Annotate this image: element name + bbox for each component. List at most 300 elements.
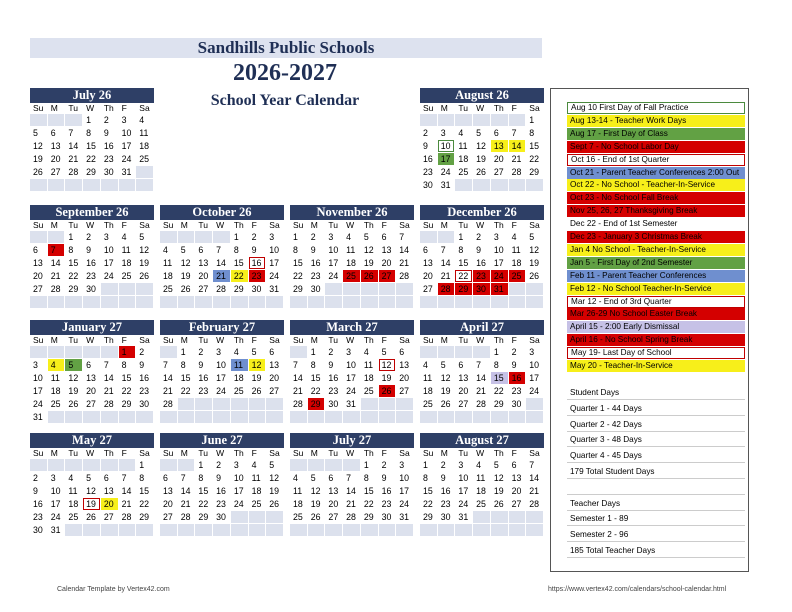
day-cell: 22 — [231, 270, 249, 283]
day-cell: 30 — [308, 283, 326, 296]
day-cell: 27 — [195, 283, 213, 296]
day-cell: 25 — [231, 385, 249, 398]
weekday-label: Su — [33, 103, 44, 113]
day-cell: 23 — [473, 270, 491, 283]
day-cell: 22 — [290, 270, 308, 283]
day-cell: 6 — [30, 244, 48, 257]
day-cell: 5 — [379, 346, 397, 359]
day-cell: 29 — [455, 283, 473, 296]
school-name: Sandhills Public Schools — [197, 38, 375, 57]
day-cell: 22 — [491, 385, 509, 398]
empty-cell — [290, 459, 308, 472]
empty-cell — [308, 459, 326, 472]
stat-line — [567, 481, 745, 495]
empty-cell — [266, 524, 284, 537]
day-cell: 17 — [526, 372, 544, 385]
legend-item: Jan 5 - First Day of 2nd Semester — [567, 257, 745, 269]
stat-line: Quarter 3 - 48 Days — [567, 433, 745, 447]
day-cell: 28 — [290, 398, 308, 411]
empty-cell — [136, 524, 154, 537]
day-cell: 15 — [65, 257, 83, 270]
weekday-label: Su — [163, 448, 174, 458]
day-cell: 4 — [473, 459, 491, 472]
legend-item: Oct 22 - No School - Teacher-In-Service — [567, 179, 745, 191]
empty-cell — [455, 114, 473, 127]
empty-cell — [509, 283, 527, 296]
day-cell: 10 — [119, 127, 137, 140]
day-cell: 26 — [438, 398, 456, 411]
weekday-label: Tu — [458, 335, 469, 345]
day-cell: 25 — [119, 270, 137, 283]
empty-cell — [308, 524, 326, 537]
day-cell: 21 — [396, 257, 414, 270]
day-cell: 13 — [30, 257, 48, 270]
empty-cell — [30, 459, 48, 472]
day-cell: 22 — [178, 385, 196, 398]
empty-cell — [178, 398, 196, 411]
day-cell: 18 — [65, 498, 83, 511]
day-cell: 28 — [438, 283, 456, 296]
day-cell: 30 — [379, 511, 397, 524]
empty-cell — [231, 524, 249, 537]
day-cell: 16 — [379, 485, 397, 498]
day-cell: 26 — [83, 511, 101, 524]
day-cell: 25 — [136, 153, 154, 166]
day-cell: 21 — [48, 270, 66, 283]
day-cell: 14 — [213, 257, 231, 270]
empty-cell — [509, 296, 527, 309]
day-cell: 4 — [290, 472, 308, 485]
weekday-label: Tu — [68, 448, 79, 458]
day-grid — [290, 346, 414, 424]
day-cell: 18 — [509, 257, 527, 270]
weekday-header — [30, 335, 154, 346]
weekday-label: Sa — [399, 220, 410, 230]
weekday-header — [160, 220, 284, 231]
day-cell: 23 — [30, 511, 48, 524]
day-cell: 24 — [48, 511, 66, 524]
weekday-label: M — [50, 335, 58, 345]
day-cell: 3 — [438, 127, 456, 140]
day-cell: 10 — [343, 359, 361, 372]
legend-item: April 15 - 2:00 Early Dismissal — [567, 321, 745, 333]
empty-cell — [509, 411, 527, 424]
day-cell: 9 — [379, 472, 397, 485]
day-cell: 31 — [438, 179, 456, 192]
day-cell: 11 — [290, 485, 308, 498]
weekday-label: Tu — [198, 220, 209, 230]
empty-cell — [290, 346, 308, 359]
day-cell: 1 — [361, 459, 379, 472]
day-cell: 8 — [290, 244, 308, 257]
empty-cell — [195, 231, 213, 244]
day-cell: 30 — [325, 398, 343, 411]
day-cell: 12 — [491, 472, 509, 485]
day-cell: 12 — [65, 372, 83, 385]
empty-cell — [178, 524, 196, 537]
day-cell: 22 — [455, 270, 473, 283]
empty-cell — [325, 296, 343, 309]
day-cell: 27 — [509, 498, 527, 511]
day-cell: 1 — [119, 346, 137, 359]
weekday-header — [420, 103, 544, 114]
day-cell: 30 — [420, 179, 438, 192]
day-cell: 7 — [396, 231, 414, 244]
weekday-header — [420, 448, 544, 459]
day-cell: 9 — [30, 485, 48, 498]
day-cell: 18 — [249, 485, 267, 498]
empty-cell — [195, 296, 213, 309]
day-cell: 9 — [249, 244, 267, 257]
day-cell: 4 — [65, 472, 83, 485]
month-dec26 — [420, 205, 544, 309]
month-jul27 — [290, 433, 414, 537]
weekday-label: Th — [233, 448, 244, 458]
weekday-label: M — [180, 335, 188, 345]
empty-cell — [379, 398, 397, 411]
day-cell: 16 — [213, 485, 231, 498]
day-cell: 5 — [438, 359, 456, 372]
day-cell: 13 — [83, 372, 101, 385]
day-cell: 9 — [213, 472, 231, 485]
day-cell: 10 — [526, 359, 544, 372]
day-cell: 13 — [101, 485, 119, 498]
legend-item: Aug 17 - First Day of Class — [567, 128, 745, 140]
day-cell: 19 — [178, 270, 196, 283]
day-cell: 29 — [308, 398, 326, 411]
weekday-label: W — [346, 220, 355, 230]
empty-cell — [420, 114, 438, 127]
day-cell: 1 — [83, 114, 101, 127]
day-cell: 9 — [438, 472, 456, 485]
weekday-label: Tu — [458, 220, 469, 230]
legend-item: Sept 7 - No School Labor Day — [567, 141, 745, 153]
day-cell: 26 — [379, 385, 397, 398]
empty-cell — [48, 179, 66, 192]
weekday-label: Th — [493, 448, 504, 458]
empty-cell — [101, 179, 119, 192]
weekday-label: W — [216, 448, 225, 458]
day-cell: 2 — [308, 231, 326, 244]
weekday-label: M — [180, 448, 188, 458]
day-cell: 13 — [509, 472, 527, 485]
day-cell: 28 — [396, 270, 414, 283]
day-cell: 30 — [473, 283, 491, 296]
empty-cell — [526, 511, 544, 524]
month-aug27 — [420, 433, 544, 537]
legend-item: Aug 13-14 - Teacher Work Days — [567, 115, 745, 127]
day-cell: 9 — [136, 359, 154, 372]
empty-cell — [438, 231, 456, 244]
day-cell: 13 — [195, 257, 213, 270]
day-cell: 24 — [30, 398, 48, 411]
empty-cell — [30, 231, 48, 244]
day-cell: 7 — [438, 244, 456, 257]
day-cell: 1 — [308, 346, 326, 359]
weekday-label: Th — [103, 220, 114, 230]
weekday-label: M — [440, 335, 448, 345]
day-cell: 5 — [473, 127, 491, 140]
empty-cell — [526, 179, 544, 192]
day-cell: 1 — [420, 459, 438, 472]
day-cell: 13 — [266, 359, 284, 372]
day-cell: 23 — [308, 270, 326, 283]
day-cell: 6 — [325, 472, 343, 485]
day-cell: 21 — [65, 153, 83, 166]
day-cell: 13 — [396, 359, 414, 372]
day-cell: 6 — [509, 459, 527, 472]
empty-cell — [178, 296, 196, 309]
empty-cell — [101, 411, 119, 424]
empty-cell — [195, 398, 213, 411]
empty-cell — [65, 296, 83, 309]
day-cell: 2 — [509, 346, 527, 359]
weekday-header — [30, 220, 154, 231]
weekday-label: M — [310, 335, 318, 345]
day-cell: 26 — [361, 270, 379, 283]
empty-cell — [473, 114, 491, 127]
day-cell: 4 — [48, 359, 66, 372]
day-cell: 31 — [119, 166, 137, 179]
day-cell: 26 — [30, 166, 48, 179]
day-cell: 24 — [231, 498, 249, 511]
legend-item: Mar 12 - End of 3rd Quarter — [567, 296, 745, 308]
day-cell: 1 — [290, 231, 308, 244]
day-grid — [290, 231, 414, 309]
empty-cell — [178, 231, 196, 244]
legend-item: Oct 21 - Parent Teacher Conferences 2:00 Out — [567, 167, 745, 179]
weekday-label: Tu — [458, 103, 469, 113]
day-cell: 25 — [473, 498, 491, 511]
day-cell: 21 — [160, 385, 178, 398]
day-cell: 18 — [343, 257, 361, 270]
day-cell: 27 — [30, 283, 48, 296]
footer-credit[interactable]: Calendar Template by Vertex42.com — [57, 586, 170, 593]
day-cell: 3 — [231, 459, 249, 472]
empty-cell — [526, 398, 544, 411]
empty-cell — [343, 524, 361, 537]
day-cell: 23 — [83, 270, 101, 283]
day-cell: 11 — [455, 140, 473, 153]
weekday-label: Th — [233, 220, 244, 230]
day-cell: 29 — [231, 283, 249, 296]
day-cell: 1 — [136, 459, 154, 472]
day-cell: 5 — [361, 231, 379, 244]
empty-cell — [290, 296, 308, 309]
day-cell: 14 — [473, 372, 491, 385]
empty-cell — [48, 231, 66, 244]
day-cell: 30 — [213, 511, 231, 524]
empty-cell — [379, 283, 397, 296]
weekday-label: W — [86, 448, 95, 458]
day-cell: 3 — [396, 459, 414, 472]
day-cell: 31 — [343, 398, 361, 411]
weekday-label: Su — [33, 220, 44, 230]
day-cell: 14 — [396, 244, 414, 257]
weekday-label: Sa — [529, 220, 540, 230]
day-grid — [160, 346, 284, 424]
weekday-label: Tu — [68, 220, 79, 230]
day-cell: 19 — [30, 153, 48, 166]
empty-cell — [136, 166, 154, 179]
weekday-label: W — [476, 220, 485, 230]
day-cell: 5 — [491, 459, 509, 472]
day-cell: 31 — [30, 411, 48, 424]
empty-cell — [420, 411, 438, 424]
empty-cell — [325, 524, 343, 537]
empty-cell — [526, 283, 544, 296]
empty-cell — [160, 459, 178, 472]
day-cell: 30 — [438, 511, 456, 524]
day-cell: 11 — [160, 257, 178, 270]
empty-cell — [266, 411, 284, 424]
day-grid — [420, 346, 544, 424]
empty-cell — [491, 114, 509, 127]
day-cell: 20 — [455, 385, 473, 398]
day-cell: 8 — [491, 359, 509, 372]
day-cell: 16 — [195, 372, 213, 385]
empty-cell — [231, 296, 249, 309]
empty-cell — [213, 524, 231, 537]
month-title: August 26 — [420, 88, 544, 103]
legend-item: Dec 23 - January 3 Christmas Break — [567, 231, 745, 243]
weekday-label: Su — [293, 220, 304, 230]
weekday-label: F — [511, 335, 517, 345]
empty-cell — [83, 346, 101, 359]
weekday-header — [30, 448, 154, 459]
day-cell: 7 — [65, 127, 83, 140]
day-cell: 28 — [178, 511, 196, 524]
day-cell: 21 — [119, 498, 137, 511]
empty-cell — [48, 459, 66, 472]
weekday-label: Sa — [269, 335, 280, 345]
empty-cell — [473, 346, 491, 359]
weekday-label: F — [511, 103, 517, 113]
weekday-label: Tu — [68, 103, 79, 113]
day-cell: 8 — [231, 244, 249, 257]
day-cell: 8 — [136, 472, 154, 485]
empty-cell — [473, 524, 491, 537]
empty-cell — [101, 346, 119, 359]
day-cell: 26 — [249, 385, 267, 398]
day-cell: 9 — [473, 244, 491, 257]
day-cell: 28 — [48, 283, 66, 296]
weekday-label: Su — [163, 335, 174, 345]
month-nov26 — [290, 205, 414, 309]
empty-cell — [48, 346, 66, 359]
day-cell: 27 — [396, 385, 414, 398]
day-cell: 11 — [48, 372, 66, 385]
day-cell: 6 — [160, 472, 178, 485]
day-cell: 21 — [101, 385, 119, 398]
day-cell: 11 — [473, 472, 491, 485]
day-cell: 6 — [491, 127, 509, 140]
day-cell: 4 — [136, 114, 154, 127]
day-cell: 11 — [119, 244, 137, 257]
day-cell: 24 — [491, 270, 509, 283]
legend-item: Feb 11 - Parent Teacher Conferences — [567, 270, 745, 282]
empty-cell — [160, 524, 178, 537]
day-cell: 17 — [48, 498, 66, 511]
day-cell: 23 — [101, 153, 119, 166]
weekday-label: M — [440, 103, 448, 113]
day-grid — [30, 231, 154, 309]
weekday-label: Su — [423, 448, 434, 458]
day-cell: 1 — [455, 231, 473, 244]
weekday-label: Sa — [529, 335, 540, 345]
weekday-label: F — [251, 220, 257, 230]
empty-cell — [325, 283, 343, 296]
weekday-label: M — [50, 220, 58, 230]
day-cell: 4 — [420, 359, 438, 372]
day-grid — [420, 459, 544, 537]
empty-cell — [361, 524, 379, 537]
day-cell: 15 — [119, 372, 137, 385]
month-oct26 — [160, 205, 284, 309]
weekday-label: M — [310, 448, 318, 458]
day-cell: 29 — [195, 511, 213, 524]
day-cell: 9 — [308, 244, 326, 257]
empty-cell — [119, 459, 137, 472]
empty-cell — [48, 296, 66, 309]
day-cell: 5 — [178, 244, 196, 257]
day-cell: 27 — [491, 166, 509, 179]
weekday-label: F — [381, 448, 387, 458]
day-cell: 6 — [195, 244, 213, 257]
empty-cell — [65, 459, 83, 472]
day-cell: 30 — [30, 524, 48, 537]
day-cell: 23 — [379, 498, 397, 511]
day-cell: 23 — [249, 270, 267, 283]
day-cell: 27 — [83, 398, 101, 411]
footer-url[interactable]: https://www.vertex42.com/calendars/school-calendar.html — [548, 586, 727, 593]
empty-cell — [178, 459, 196, 472]
day-cell: 3 — [526, 346, 544, 359]
weekday-label: Th — [103, 335, 114, 345]
day-cell: 31 — [48, 524, 66, 537]
day-cell: 17 — [396, 485, 414, 498]
day-cell: 17 — [325, 257, 343, 270]
weekday-label: W — [216, 335, 225, 345]
day-cell: 18 — [361, 372, 379, 385]
day-cell: 12 — [30, 140, 48, 153]
month-jan27 — [30, 320, 154, 424]
day-cell: 20 — [160, 498, 178, 511]
day-cell: 18 — [48, 385, 66, 398]
day-cell: 6 — [396, 346, 414, 359]
day-cell: 8 — [83, 127, 101, 140]
day-cell: 24 — [438, 166, 456, 179]
weekday-header — [160, 335, 284, 346]
weekday-label: F — [121, 103, 127, 113]
empty-cell — [119, 283, 137, 296]
day-cell: 1 — [65, 231, 83, 244]
day-cell: 25 — [361, 385, 379, 398]
stat-line: Semester 2 - 96 — [567, 528, 745, 542]
day-cell: 18 — [136, 140, 154, 153]
day-cell: 16 — [308, 257, 326, 270]
day-grid — [290, 459, 414, 537]
day-cell: 29 — [361, 511, 379, 524]
day-cell: 24 — [396, 498, 414, 511]
day-cell: 29 — [290, 283, 308, 296]
day-cell: 14 — [178, 485, 196, 498]
day-cell: 2 — [438, 459, 456, 472]
empty-cell — [101, 296, 119, 309]
day-cell: 16 — [83, 257, 101, 270]
day-cell: 6 — [83, 359, 101, 372]
day-cell: 7 — [119, 472, 137, 485]
